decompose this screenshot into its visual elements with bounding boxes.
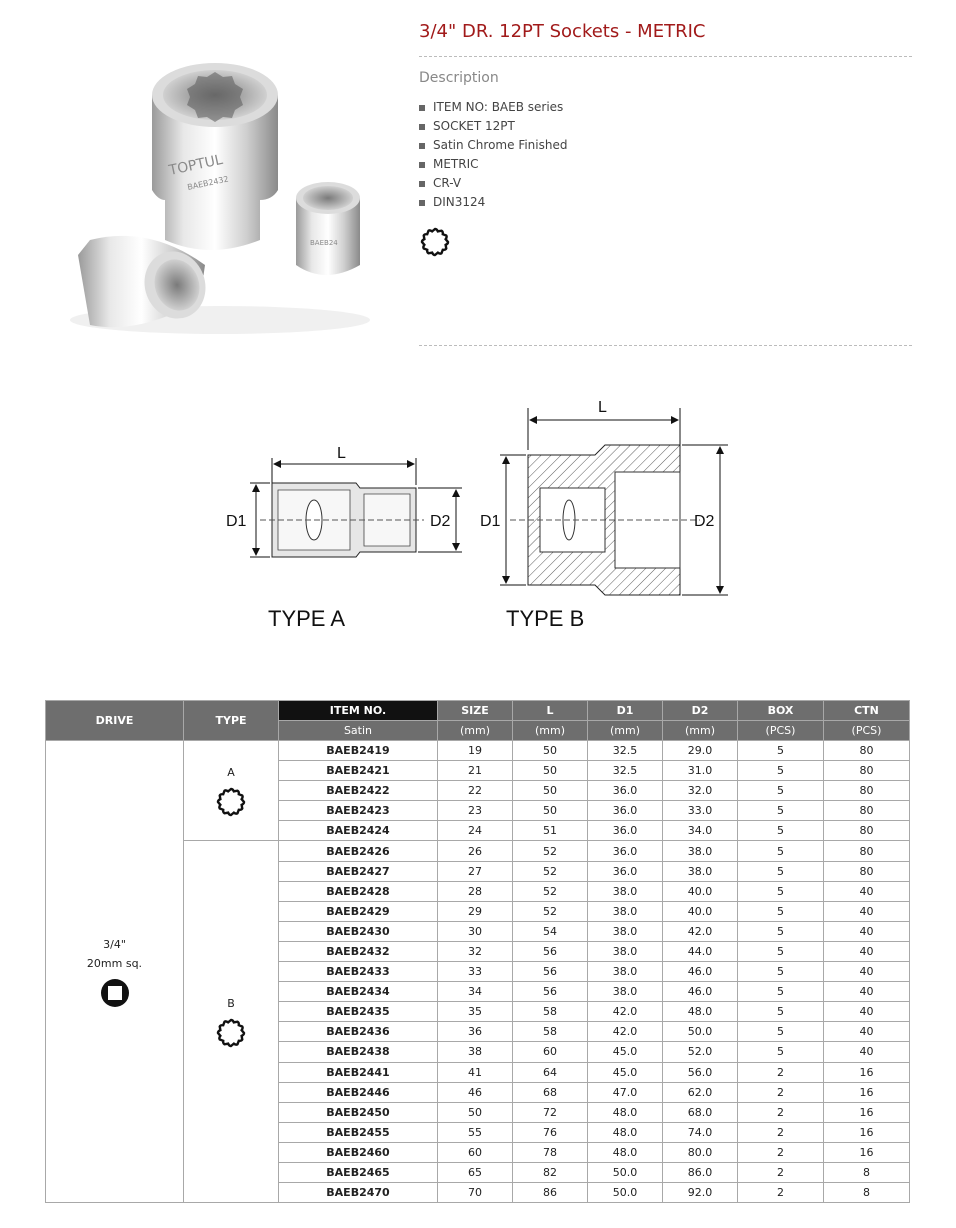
header-d2: D2 — [663, 701, 738, 721]
cell-item-no: BAEB2434 — [279, 982, 438, 1002]
header-type: TYPE — [184, 701, 279, 741]
cell-d2: 46.0 — [663, 982, 738, 1002]
product-title: 3/4" DR. 12PT Sockets - METRIC — [419, 21, 706, 42]
cell-d1: 36.0 — [588, 781, 663, 801]
type-a-label: TYPE A — [268, 606, 346, 631]
cell-d2: 86.0 — [663, 1162, 738, 1182]
cell-d1: 38.0 — [588, 982, 663, 1002]
cell-d2: 40.0 — [663, 881, 738, 901]
cell-ctn: 40 — [824, 1022, 910, 1042]
product-info — [419, 20, 912, 263]
cell-item-no: BAEB2465 — [279, 1162, 438, 1182]
type-b-label: TYPE B — [506, 606, 585, 631]
cell-d1: 45.0 — [588, 1062, 663, 1082]
cell-size: 28 — [438, 881, 513, 901]
cell-d2: 56.0 — [663, 1062, 738, 1082]
cell-d1: 42.0 — [588, 1002, 663, 1022]
cell-d2: 52.0 — [663, 1042, 738, 1062]
cell-l: 51 — [513, 821, 588, 841]
cell-d1: 36.0 — [588, 821, 663, 841]
cell-d2: 48.0 — [663, 1002, 738, 1022]
cell-d1: 38.0 — [588, 901, 663, 921]
12-point-socket-icon — [215, 1017, 247, 1049]
drive-square: 20mm sq. — [86, 956, 143, 970]
type-label: A — [227, 766, 235, 780]
cell-item-no: BAEB2450 — [279, 1102, 438, 1122]
cell-d1: 42.0 — [588, 1022, 663, 1042]
cell-ctn: 80 — [824, 861, 910, 881]
cell-item-no: BAEB2438 — [279, 1042, 438, 1062]
cell-size: 70 — [438, 1183, 513, 1203]
12-point-socket-icon — [419, 226, 451, 258]
cell-box: 5 — [738, 741, 824, 761]
unit-d2: (mm) — [663, 721, 738, 741]
svg-text:D2: D2 — [694, 513, 715, 530]
drive-size: 3/4" — [103, 937, 126, 951]
cell-d1: 36.0 — [588, 841, 663, 861]
cell-l: 86 — [513, 1183, 588, 1203]
cell-item-no: BAEB2427 — [279, 861, 438, 881]
cell-box: 5 — [738, 1022, 824, 1042]
cell-box: 2 — [738, 1162, 824, 1182]
large-socket-image — [152, 63, 278, 250]
cell-d2: 33.0 — [663, 801, 738, 821]
spec-table — [45, 700, 910, 1203]
cell-item-no: BAEB2419 — [279, 741, 438, 761]
cell-size: 29 — [438, 901, 513, 921]
cell-item-no: BAEB2455 — [279, 1122, 438, 1142]
cell-ctn: 80 — [824, 781, 910, 801]
feature-item: SOCKET 12PT — [419, 117, 912, 136]
cell-size: 38 — [438, 1042, 513, 1062]
unit-ctn: (PCS) — [824, 721, 910, 741]
divider — [419, 345, 912, 346]
cell-d1: 36.0 — [588, 861, 663, 881]
cell-d1: 38.0 — [588, 962, 663, 982]
svg-text:D2: D2 — [430, 513, 451, 530]
cell-ctn: 16 — [824, 1062, 910, 1082]
cell-item-no: BAEB2428 — [279, 881, 438, 901]
cell-l: 56 — [513, 982, 588, 1002]
cell-size: 65 — [438, 1162, 513, 1182]
unit-size: (mm) — [438, 721, 513, 741]
feature-item: ITEM NO: BAEB series — [419, 98, 912, 117]
cell-d2: 38.0 — [663, 861, 738, 881]
svg-text:TOPTUL: TOPTUL — [167, 151, 225, 179]
cell-l: 52 — [513, 881, 588, 901]
cell-box: 5 — [738, 801, 824, 821]
cell-size: 30 — [438, 921, 513, 941]
header-item-no: ITEM NO. — [279, 701, 438, 721]
dimension-drawing — [210, 390, 750, 640]
cell-d2: 34.0 — [663, 821, 738, 841]
cell-d2: 74.0 — [663, 1122, 738, 1142]
type-a-cell — [184, 741, 279, 841]
cell-l: 52 — [513, 901, 588, 921]
feature-list — [419, 98, 912, 212]
cell-l: 50 — [513, 801, 588, 821]
cell-l: 50 — [513, 761, 588, 781]
cell-item-no: BAEB2422 — [279, 781, 438, 801]
cell-d2: 38.0 — [663, 841, 738, 861]
cell-size: 50 — [438, 1102, 513, 1122]
cell-item-no: BAEB2429 — [279, 901, 438, 921]
svg-text:BAEB2432: BAEB2432 — [186, 174, 230, 192]
cell-d2: 32.0 — [663, 781, 738, 801]
divider — [419, 56, 912, 57]
cell-ctn: 8 — [824, 1162, 910, 1182]
cell-size: 41 — [438, 1062, 513, 1082]
cell-ctn: 80 — [824, 741, 910, 761]
cell-size: 33 — [438, 962, 513, 982]
cell-d1: 36.0 — [588, 801, 663, 821]
cell-size: 55 — [438, 1122, 513, 1142]
cell-item-no: BAEB2436 — [279, 1022, 438, 1042]
cell-l: 52 — [513, 841, 588, 861]
feature-item: METRIC — [419, 155, 912, 174]
cell-d1: 48.0 — [588, 1102, 663, 1122]
header-box: BOX — [738, 701, 824, 721]
cell-size: 35 — [438, 1002, 513, 1022]
cell-ctn: 80 — [824, 801, 910, 821]
svg-text:L: L — [598, 399, 607, 416]
cell-item-no: BAEB2426 — [279, 841, 438, 861]
type-a-drawing — [226, 445, 462, 631]
cell-box: 5 — [738, 781, 824, 801]
cell-d2: 44.0 — [663, 941, 738, 961]
cell-box: 2 — [738, 1122, 824, 1142]
cell-d2: 92.0 — [663, 1183, 738, 1203]
square-drive-icon — [99, 977, 131, 1009]
cell-ctn: 16 — [824, 1102, 910, 1122]
header-finish: Satin — [279, 721, 438, 741]
table-row — [46, 741, 910, 761]
cell-item-no: BAEB2430 — [279, 921, 438, 941]
cell-box: 2 — [738, 1082, 824, 1102]
cell-l: 58 — [513, 1002, 588, 1022]
cell-l: 78 — [513, 1142, 588, 1162]
cell-size: 36 — [438, 1022, 513, 1042]
cell-box: 5 — [738, 962, 824, 982]
cell-l: 56 — [513, 962, 588, 982]
drive-cell — [46, 741, 184, 1203]
cell-l: 72 — [513, 1102, 588, 1122]
cell-d2: 40.0 — [663, 901, 738, 921]
cell-box: 5 — [738, 841, 824, 861]
cell-d1: 50.0 — [588, 1162, 663, 1182]
cell-d1: 50.0 — [588, 1183, 663, 1203]
cell-box: 5 — [738, 881, 824, 901]
cell-size: 32 — [438, 941, 513, 961]
cell-ctn: 40 — [824, 962, 910, 982]
cell-d1: 48.0 — [588, 1142, 663, 1162]
cell-d1: 38.0 — [588, 921, 663, 941]
cell-size: 22 — [438, 781, 513, 801]
cell-ctn: 16 — [824, 1082, 910, 1102]
cell-box: 5 — [738, 1002, 824, 1022]
cell-l: 50 — [513, 781, 588, 801]
cell-d1: 32.5 — [588, 761, 663, 781]
cell-size: 26 — [438, 841, 513, 861]
cell-box: 2 — [738, 1102, 824, 1122]
unit-d1: (mm) — [588, 721, 663, 741]
cell-d2: 46.0 — [663, 962, 738, 982]
cell-box: 5 — [738, 1042, 824, 1062]
cell-size: 24 — [438, 821, 513, 841]
cell-d2: 62.0 — [663, 1082, 738, 1102]
cell-size: 19 — [438, 741, 513, 761]
cell-size: 46 — [438, 1082, 513, 1102]
cell-l: 56 — [513, 941, 588, 961]
small-socket-image — [296, 182, 360, 275]
cell-item-no: BAEB2441 — [279, 1062, 438, 1082]
header-l: L — [513, 701, 588, 721]
description-heading: Description — [419, 70, 499, 86]
cell-ctn: 40 — [824, 921, 910, 941]
cell-d2: 42.0 — [663, 921, 738, 941]
type-b-cell — [184, 841, 279, 1203]
cell-box: 2 — [738, 1183, 824, 1203]
cell-d2: 29.0 — [663, 741, 738, 761]
unit-box: (PCS) — [738, 721, 824, 741]
cell-d1: 48.0 — [588, 1122, 663, 1142]
cell-box: 5 — [738, 982, 824, 1002]
cell-l: 52 — [513, 861, 588, 881]
cell-l: 54 — [513, 921, 588, 941]
cell-box: 5 — [738, 901, 824, 921]
cell-size: 34 — [438, 982, 513, 1002]
unit-l: (mm) — [513, 721, 588, 741]
svg-text:BAEB24: BAEB24 — [310, 239, 338, 247]
cell-box: 5 — [738, 921, 824, 941]
cell-box: 2 — [738, 1142, 824, 1162]
header-ctn: CTN — [824, 701, 910, 721]
cell-l: 82 — [513, 1162, 588, 1182]
cell-box: 5 — [738, 761, 824, 781]
cell-l: 60 — [513, 1042, 588, 1062]
cell-box: 5 — [738, 861, 824, 881]
svg-text:D1: D1 — [480, 513, 501, 530]
cell-ctn: 16 — [824, 1142, 910, 1162]
cell-ctn: 8 — [824, 1183, 910, 1203]
feature-item: CR-V — [419, 174, 912, 193]
cell-item-no: BAEB2470 — [279, 1183, 438, 1203]
header-size: SIZE — [438, 701, 513, 721]
cell-item-no: BAEB2424 — [279, 821, 438, 841]
cell-d2: 31.0 — [663, 761, 738, 781]
spec-body — [46, 741, 910, 1203]
cell-d1: 32.5 — [588, 741, 663, 761]
cell-ctn: 40 — [824, 881, 910, 901]
cell-item-no: BAEB2432 — [279, 941, 438, 961]
cell-size: 60 — [438, 1142, 513, 1162]
cell-l: 64 — [513, 1062, 588, 1082]
product-photo — [60, 50, 380, 350]
cell-l: 76 — [513, 1122, 588, 1142]
cell-ctn: 40 — [824, 941, 910, 961]
svg-text:D1: D1 — [226, 513, 247, 530]
cell-box: 2 — [738, 1062, 824, 1082]
feature-item: DIN3124 — [419, 193, 912, 212]
cell-ctn: 80 — [824, 821, 910, 841]
cell-d1: 38.0 — [588, 881, 663, 901]
cell-item-no: BAEB2460 — [279, 1142, 438, 1162]
cell-item-no: BAEB2446 — [279, 1082, 438, 1102]
type-b-drawing — [480, 399, 728, 631]
cell-ctn: 80 — [824, 761, 910, 781]
cell-ctn: 40 — [824, 901, 910, 921]
cell-size: 21 — [438, 761, 513, 781]
cell-d2: 50.0 — [663, 1022, 738, 1042]
cell-ctn: 16 — [824, 1122, 910, 1142]
header-drive: DRIVE — [46, 701, 184, 741]
header-d1: D1 — [588, 701, 663, 721]
feature-item: Satin Chrome Finished — [419, 136, 912, 155]
cell-d1: 45.0 — [588, 1042, 663, 1062]
cell-ctn: 40 — [824, 1042, 910, 1062]
cell-size: 23 — [438, 801, 513, 821]
cell-box: 5 — [738, 821, 824, 841]
cell-item-no: BAEB2433 — [279, 962, 438, 982]
cell-d1: 47.0 — [588, 1082, 663, 1102]
cell-d1: 38.0 — [588, 941, 663, 961]
cell-size: 27 — [438, 861, 513, 881]
cell-item-no: BAEB2423 — [279, 801, 438, 821]
cell-ctn: 40 — [824, 1002, 910, 1022]
cell-ctn: 80 — [824, 841, 910, 861]
cell-item-no: BAEB2435 — [279, 1002, 438, 1022]
cell-l: 58 — [513, 1022, 588, 1042]
cell-d2: 68.0 — [663, 1102, 738, 1122]
svg-text:L: L — [337, 445, 346, 462]
12-point-socket-icon — [215, 786, 247, 818]
cell-box: 5 — [738, 941, 824, 961]
type-label: B — [227, 997, 235, 1011]
cell-l: 68 — [513, 1082, 588, 1102]
cell-item-no: BAEB2421 — [279, 761, 438, 781]
cell-ctn: 40 — [824, 982, 910, 1002]
cell-d2: 80.0 — [663, 1142, 738, 1162]
cell-l: 50 — [513, 741, 588, 761]
